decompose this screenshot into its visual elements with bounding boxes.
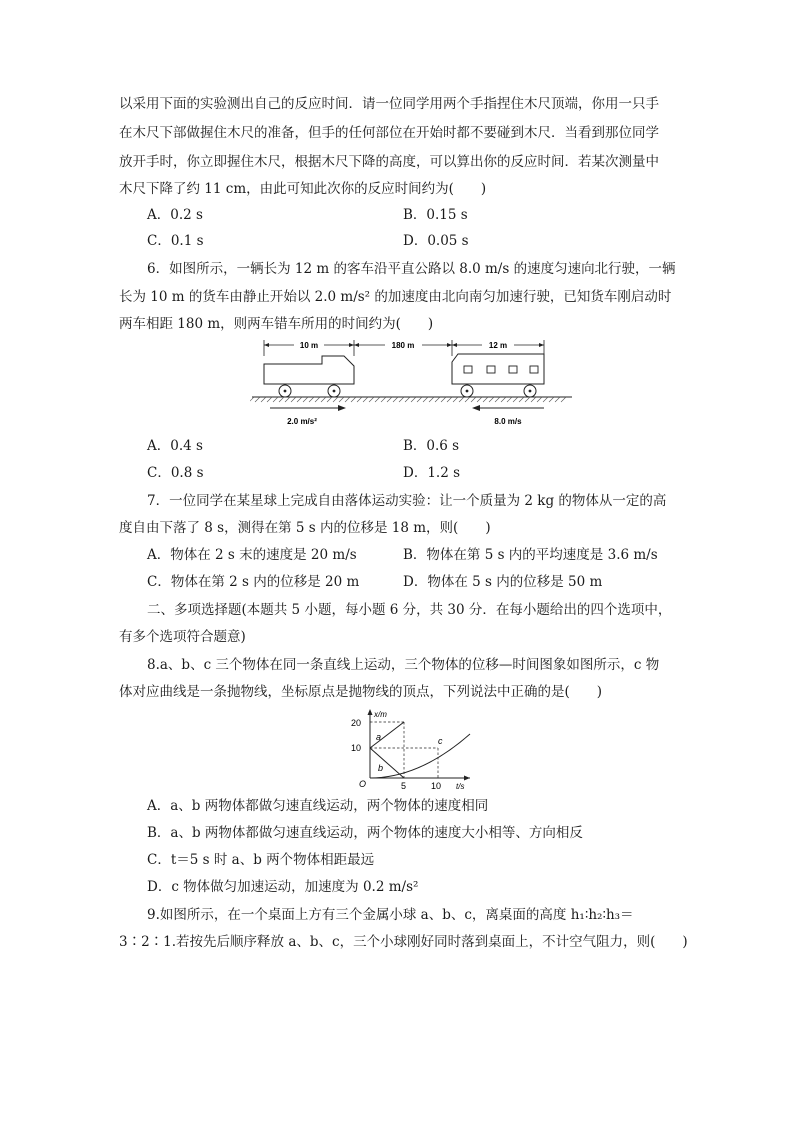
- truck-length-label: 10 m: [299, 341, 319, 350]
- question-7-line-1: 7．一位同学在某星球上完成自由落体运动实验：让一个质量为 2 kg 的物体从一定的高: [147, 493, 667, 509]
- ground-hatch: [465, 397, 470, 402]
- ground-hatch: [267, 397, 272, 402]
- ground-hatch: [333, 397, 338, 402]
- ground-hatch: [315, 397, 320, 402]
- ground-hatch: [453, 397, 458, 402]
- ground-hatch: [525, 397, 530, 402]
- question-7-option-d: D．物体在 5 s 内的位移是 50 m: [403, 574, 603, 590]
- ground-hatch: [441, 397, 446, 402]
- ground-hatch: [537, 397, 542, 402]
- ground-hatch: [261, 397, 266, 402]
- ground-hatch: [327, 397, 332, 402]
- y-tick-20: 20: [351, 718, 362, 728]
- question-9-line-1: 9.如图所示，在一个桌面上方有三个金属小球 a、b、c，离桌面的高度 h₁∶h₂∶h₃＝: [147, 907, 634, 923]
- ground-hatch: [411, 397, 416, 402]
- ground-hatch: [459, 397, 464, 402]
- ground-hatch: [291, 397, 296, 402]
- x-axis-label: t/s: [456, 782, 465, 791]
- question-5-line-3: 放开手时，你立即握住木尺，根据木尺下降的高度，可以算出你的反应时间．若某次测量中: [119, 154, 659, 170]
- question-9-line-2: 3∶2∶1.若按先后顺序释放 a、b、c，三个小球刚好同时落到桌面上，不计空气阻力，则( ): [119, 934, 688, 950]
- ground-hatch: [483, 397, 488, 402]
- ground-hatch: [405, 397, 410, 402]
- label-a: a: [376, 732, 382, 742]
- curve-c: [370, 734, 470, 778]
- origin-label: O: [359, 779, 367, 789]
- question-5-line-4: 木尺下降了约 11 cm，由此可知此次你的反应时间约为( ): [119, 181, 487, 197]
- ground-hatch: [501, 397, 506, 402]
- question-6-option-a: A．0.4 s: [147, 438, 203, 454]
- ground-hatch: [369, 397, 374, 402]
- bus-length-label: 12 m: [488, 341, 508, 350]
- ground-hatch: [393, 397, 398, 402]
- ground-hatch: [363, 397, 368, 402]
- truck-accel-label: 2.0 m/s²: [287, 417, 317, 426]
- ground-hatch: [321, 397, 326, 402]
- question-7-line-2: 度自由下落了 8 s，测得在第 5 s 内的位移是 18 m，则( ): [119, 520, 491, 536]
- ground-hatch: [435, 397, 440, 402]
- ground-hatch: [519, 397, 524, 402]
- question-6-line-1: 6．如图所示，一辆长为 12 m 的客车沿平直公路以 8.0 m/s 的速度匀速向北行驶，一辆: [147, 261, 676, 277]
- ground-hatch: [417, 397, 422, 402]
- x-tick-10: 10: [431, 781, 442, 791]
- ground-hatch: [429, 397, 434, 402]
- question-6-option-b: B．0.6 s: [403, 438, 460, 454]
- question-6-line-3: 两车相距 180 m，则两车错车所用的时间约为( ): [119, 316, 434, 332]
- ground-hatch: [345, 397, 350, 402]
- question-6-line-2: 长为 10 m 的货车由静止开始以 2.0 m/s² 的加速度由北向南匀加速行驶，已知货车刚启动时: [119, 289, 672, 305]
- question-8-option-b: B．a、b 两物体都做匀速直线运动，两个物体的速度大小相等、方向相反: [147, 825, 583, 841]
- question-7-option-c: C．物体在第 2 s 内的位移是 20 m: [147, 574, 360, 590]
- ground-hatch: [250, 397, 254, 402]
- section-2-line-1: 二、多项选择题(本题共 5 小题，每小题 6 分，共 30 分．在每小题给出的四个选项中，: [147, 602, 672, 618]
- ground-hatch: [561, 397, 566, 402]
- y-tick-10: 10: [351, 743, 362, 753]
- question-7-option-a: A．物体在 2 s 末的速度是 20 m/s: [147, 547, 357, 563]
- question-7-option-b: B．物体在第 5 s 内的平均速度是 3.6 m/s: [403, 547, 658, 563]
- question-8-option-c: C．t＝5 s 时 a、b 两个物体相距最远: [147, 852, 375, 868]
- ground-hatch: [495, 397, 500, 402]
- ground-hatch: [531, 397, 536, 402]
- ground: [250, 397, 572, 402]
- line-b: [370, 748, 404, 778]
- ground-hatch: [381, 397, 386, 402]
- question-8-line-1: 8.a、b、c 三个物体在同一条直线上运动，三个物体的位移—时间图象如图所示，c 物: [147, 657, 660, 673]
- question-5-line-1: 以采用下面的实验测出自己的反应时间．请一位同学用两个手指捏住木尺顶端，你用一只手: [119, 96, 659, 112]
- ground-hatch: [375, 397, 380, 402]
- question-5-option-b: B．0.15 s: [403, 207, 468, 223]
- question-6-option-d: D．1.2 s: [403, 465, 461, 481]
- ground-hatch: [351, 397, 356, 402]
- section-2-line-2: 有多个选项符合题意): [119, 629, 246, 645]
- label-b: b: [378, 763, 384, 773]
- bus-speed-label: 8.0 m/s: [494, 417, 522, 426]
- question-5-option-d: D．0.05 s: [403, 233, 469, 249]
- ground-hatch: [297, 397, 302, 402]
- ground-hatch: [513, 397, 518, 402]
- ground-hatch: [477, 397, 482, 402]
- ground-hatch: [489, 397, 494, 402]
- ground-hatch: [423, 397, 428, 402]
- ground-hatch: [303, 397, 308, 402]
- bus-wheels: [461, 385, 536, 397]
- question-5-line-2: 在木尺下部做握住木尺的准备，但手的任何部位在开始时都不要碰到木尺．当看到那位同学: [119, 125, 659, 141]
- ground-hatch: [471, 397, 476, 402]
- truck-body: [264, 356, 354, 384]
- question-8-line-2: 体对应曲线是一条抛物线，坐标原点是抛物线的顶点，下列说法中正确的是( ): [119, 684, 603, 700]
- ground-hatch: [279, 397, 284, 402]
- ground-hatch: [507, 397, 512, 402]
- ground-hatch: [447, 397, 452, 402]
- question-6-option-c: C．0.8 s: [147, 465, 204, 481]
- ground-hatch: [309, 397, 314, 402]
- ground-hatch: [387, 397, 392, 402]
- ground-hatch: [285, 397, 290, 402]
- ground-hatch: [543, 397, 548, 402]
- question-5-option-a: A．0.2 s: [147, 207, 203, 223]
- question-8-option-d: D．c 物体做匀加速运动，加速度为 0.2 m/s²: [147, 879, 419, 895]
- ground-hatch: [399, 397, 404, 402]
- x-tick-5: 5: [401, 781, 407, 791]
- question-8-option-a: A．a、b 两物体都做匀速直线运动，两个物体的速度相同: [147, 798, 489, 814]
- position-time-graph: [336, 706, 476, 792]
- question-5-option-c: C．0.1 s: [147, 233, 204, 249]
- ground-hatch: [273, 397, 278, 402]
- gap-label: 180 m: [391, 341, 415, 350]
- ground-hatch: [339, 397, 344, 402]
- y-axis-label: x/m: [374, 710, 387, 719]
- ground-hatch: [555, 397, 560, 402]
- ground-hatch: [357, 397, 362, 402]
- ground-hatch: [255, 397, 260, 402]
- label-c: c: [438, 736, 443, 746]
- truck-wheels: [279, 385, 340, 397]
- ground-hatch: [549, 397, 554, 402]
- vehicle-figure: [250, 336, 576, 430]
